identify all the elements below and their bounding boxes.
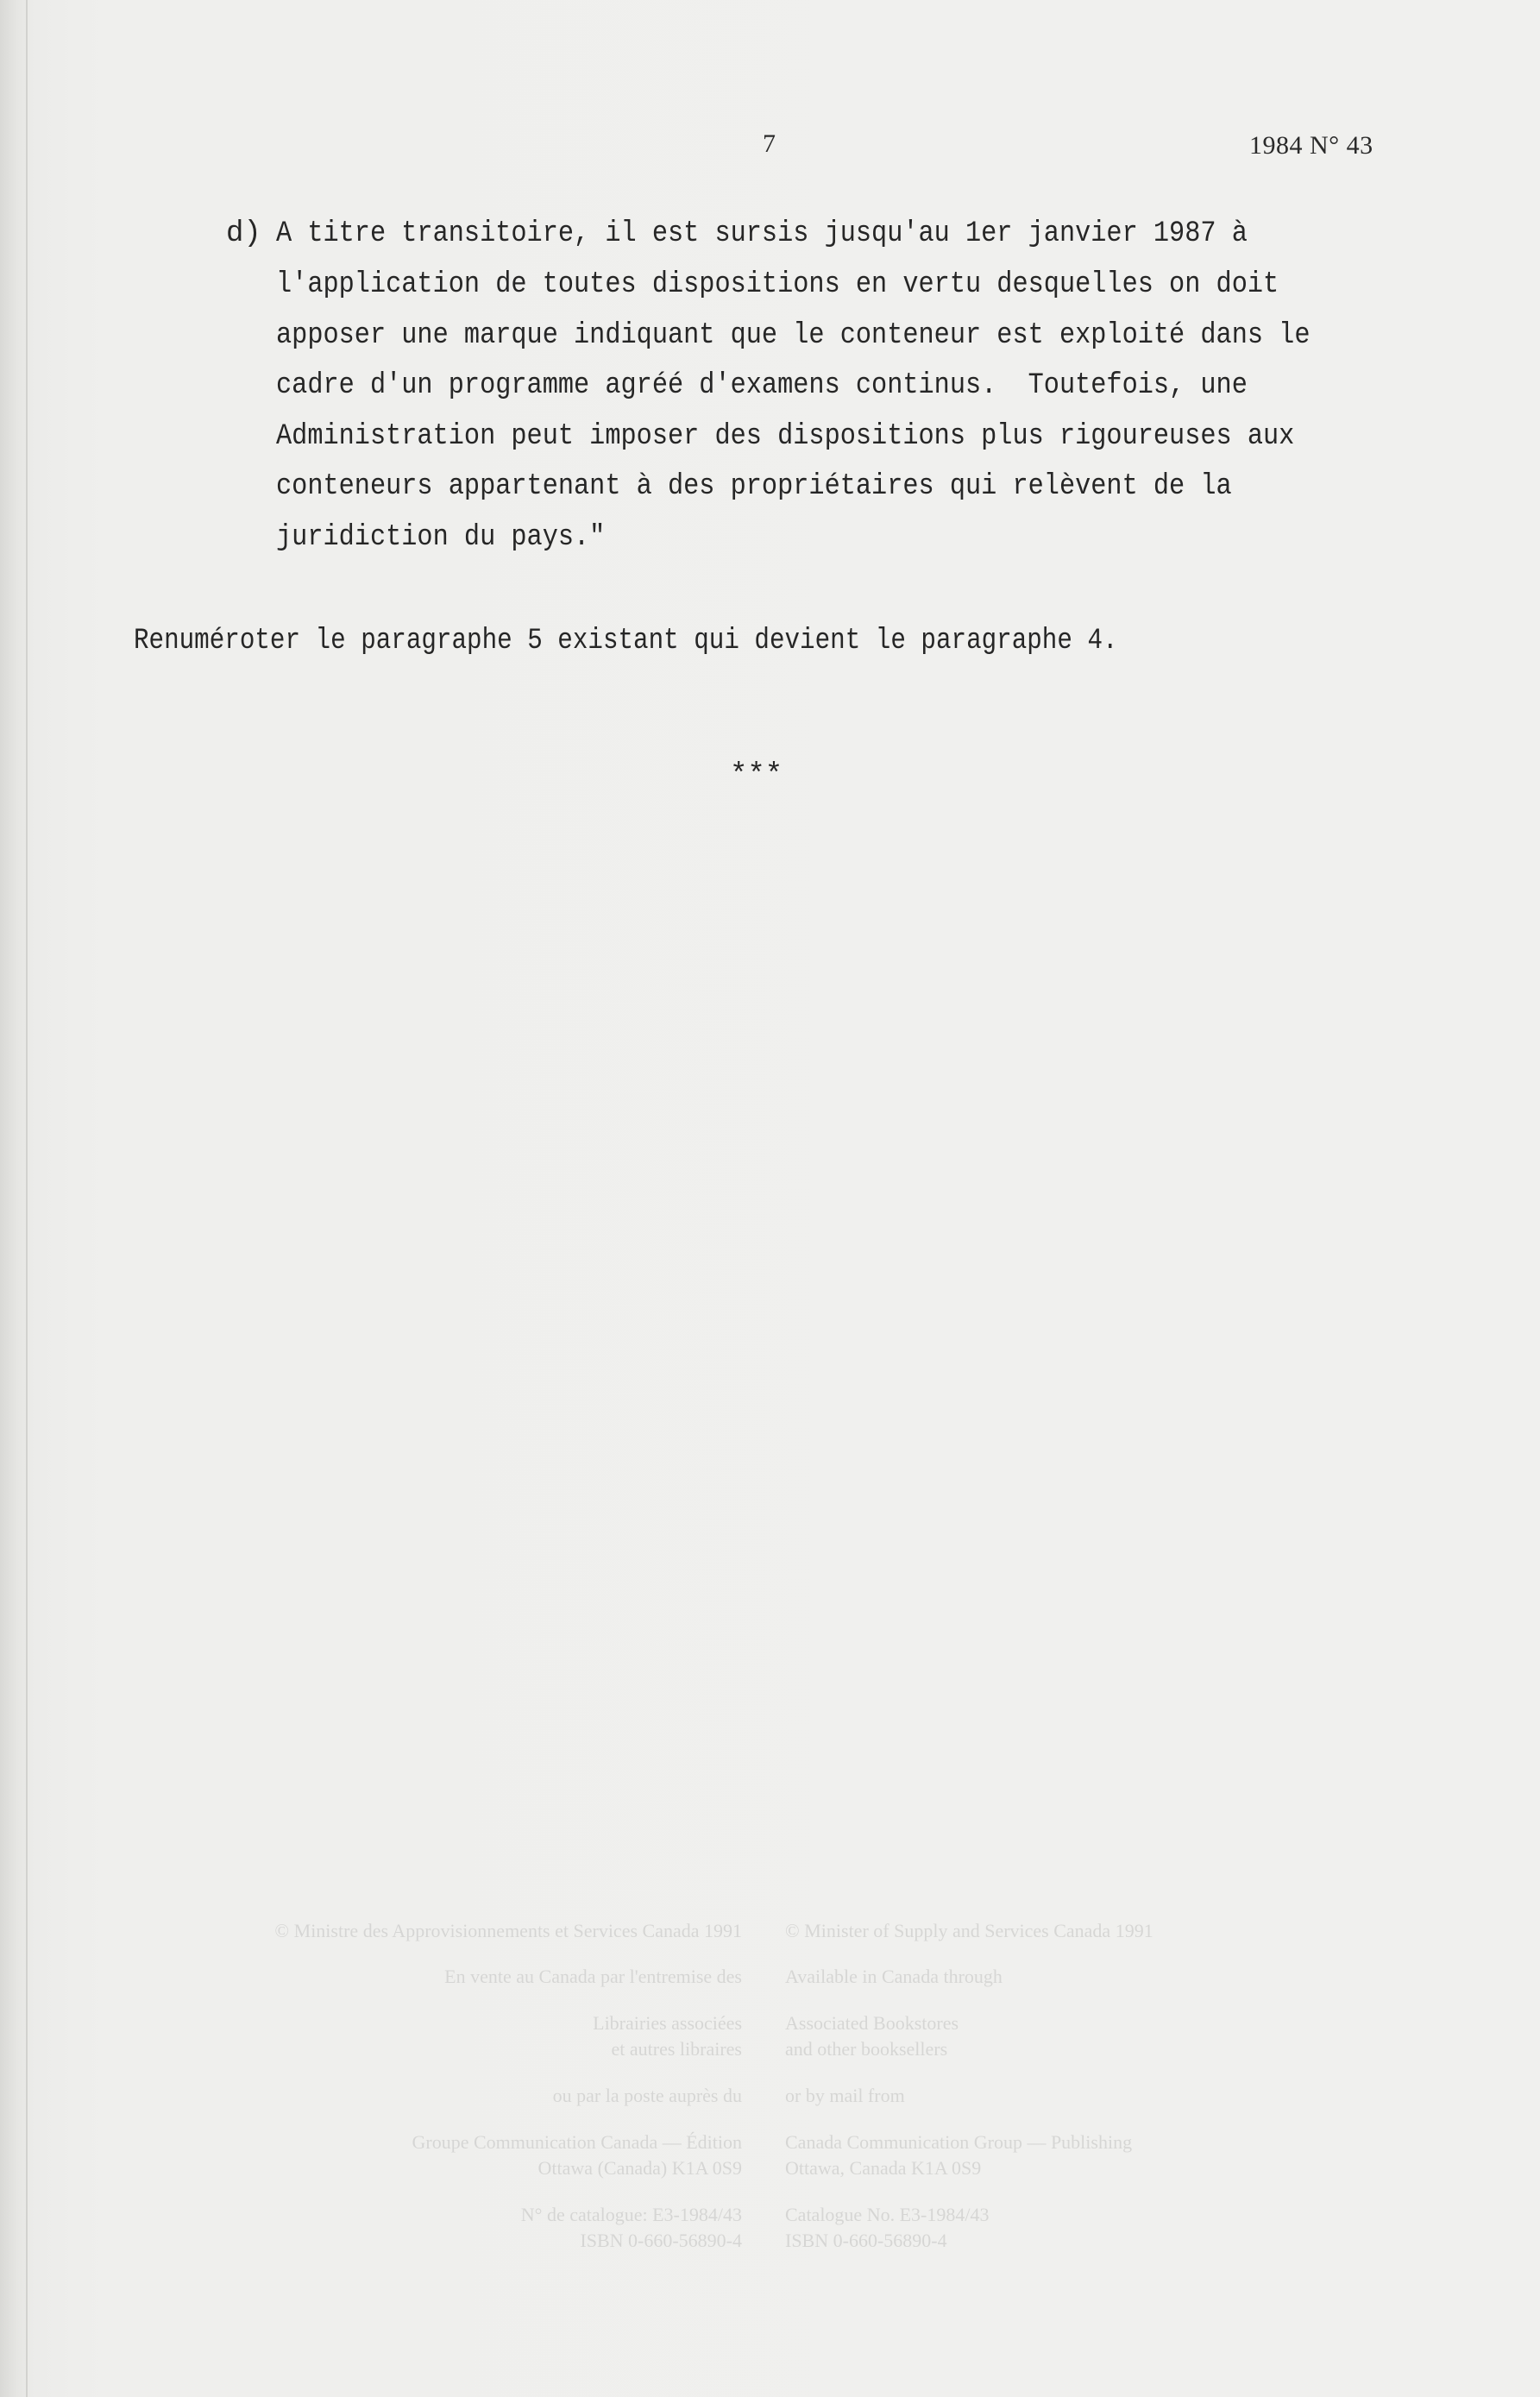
show-through-line: N° de catalogue: E3-1984/43 — [520, 2204, 742, 2225]
page-edge-shadow — [26, 0, 28, 2397]
document-reference: 1984 N° 43 — [1249, 131, 1373, 160]
item-text-line: Administration peut imposer des dispositions plus rigoureuses aux — [276, 420, 1295, 453]
item-marker: d) — [226, 217, 261, 250]
renumber-paragraph: Renuméroter le paragraphe 5 existant qui devient le paragraphe 4. — [134, 625, 1118, 657]
item-text-line: cadre d'un programme agréé d'examens continus. Toutefois, une — [276, 369, 1248, 402]
item-text-line: apposer une marque indiquant que le conteneur est exploité dans le — [276, 319, 1311, 352]
show-through-line: ISBN 0-660-56890-4 — [580, 2230, 742, 2251]
show-through-line: et autres libraires — [611, 2038, 742, 2060]
item-text-line: juridiction du pays." — [276, 521, 606, 554]
show-through-line: © Ministre des Approvisionnements et Services Canada 1991 — [274, 1920, 742, 1941]
show-through-line: Canada Communication Group — Publishing — [785, 2131, 1133, 2153]
show-through-line: En vente au Canada par l'entremise des — [444, 1966, 742, 1987]
show-through-line: © Minister of Supply and Services Canada 1991 — [785, 1920, 1153, 1941]
show-through-line: or by mail from — [785, 2085, 905, 2106]
page-number: 7 — [763, 129, 776, 158]
show-through-line: Catalogue No. E3-1984/43 — [785, 2204, 990, 2225]
show-through-line: Groupe Communication Canada — Édition — [412, 2131, 742, 2153]
show-through-line: ou par la poste auprès du — [552, 2085, 742, 2106]
item-text-line: l'application de toutes dispositions en vertu desquelles on doit — [276, 268, 1279, 301]
show-through-line: Available in Canada through — [785, 1966, 1003, 1987]
item-text-line: A titre transitoire, il est sursis jusqu'au 1er janvier 1987 à — [276, 217, 1248, 250]
show-through-line: Associated Bookstores — [785, 2012, 959, 2034]
show-through-line: ISBN 0-660-56890-4 — [785, 2230, 947, 2251]
item-text-line: conteneurs appartenant à des propriétaires qui relèvent de la — [276, 470, 1232, 503]
show-through-line: and other booksellers — [785, 2038, 948, 2060]
show-through-line: Ottawa, Canada K1A 0S9 — [785, 2157, 982, 2179]
show-through-line: Librairies associées — [593, 2012, 742, 2034]
section-separator: *** — [730, 759, 783, 792]
show-through-line: Ottawa (Canada) K1A 0S9 — [537, 2157, 742, 2179]
